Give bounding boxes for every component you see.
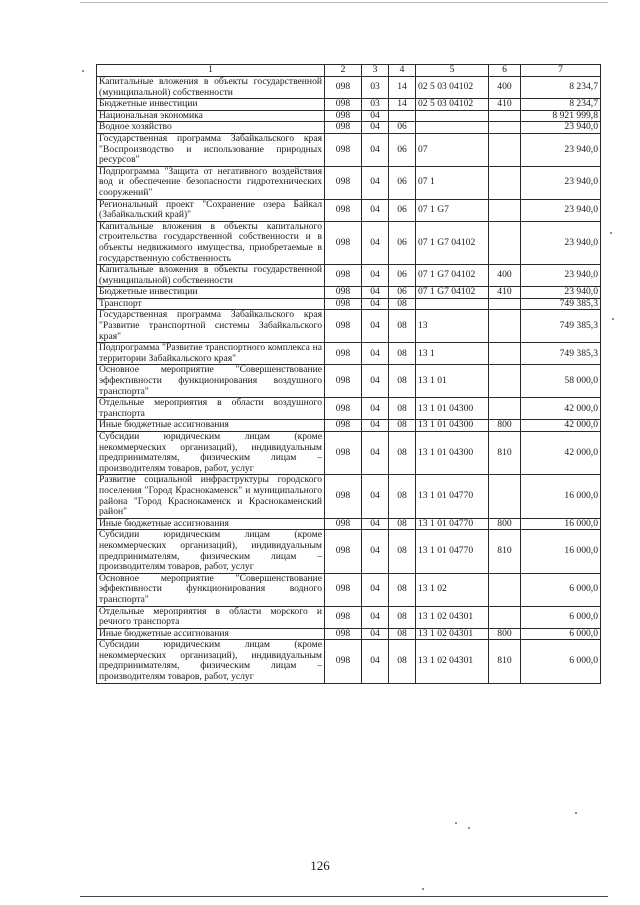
amount-cell: 16 000,0 xyxy=(521,518,601,530)
row-name-cell: Основное мероприятие "Совершенствование эффективности функционирования водного транспорта" xyxy=(97,573,325,606)
section-cell: 04 xyxy=(362,628,389,640)
bottom-edge-line xyxy=(80,896,608,897)
target-article-cell: 02 5 03 04102 xyxy=(416,99,489,111)
subsection-cell: 06 xyxy=(389,133,416,166)
expense-type-cell xyxy=(489,606,521,628)
table-row xyxy=(97,398,601,420)
scan-speck xyxy=(422,888,424,890)
subsection-cell: 08 xyxy=(389,420,416,432)
row-name-cell: Подпрограмма "Защита от негативного воздействия вод и обеспечение безопасности гидротехнических сооружений" xyxy=(97,166,325,199)
section-cell: 04 xyxy=(362,518,389,530)
amount-cell: 749 385,3 xyxy=(521,310,601,343)
row-name-cell: Подпрограмма "Развитие транспортного комплекса на территории Забайкальского края" xyxy=(97,343,325,365)
subsection-cell: 08 xyxy=(389,310,416,343)
subsection-cell: 08 xyxy=(389,343,416,365)
amount-cell: 42 000,0 xyxy=(521,432,601,475)
table-row xyxy=(97,573,601,606)
section-cell: 04 xyxy=(362,420,389,432)
grbs-cell: 098 xyxy=(325,365,362,398)
subsection-cell: 08 xyxy=(389,573,416,606)
expense-type-cell: 400 xyxy=(489,77,521,99)
subsection-cell: 06 xyxy=(389,166,416,199)
grbs-cell: 098 xyxy=(325,110,362,122)
amount-cell: 6 000,0 xyxy=(521,606,601,628)
table-row xyxy=(97,420,601,432)
subsection-cell: 08 xyxy=(389,640,416,683)
subsection-cell: 08 xyxy=(389,475,416,518)
row-name-cell: Региональный проект "Сохранение озера Байкал (Забайкальский край)" xyxy=(97,199,325,221)
expense-type-cell xyxy=(489,166,521,199)
row-name-cell: Иные бюджетные ассигнования xyxy=(97,420,325,432)
amount-cell: 42 000,0 xyxy=(521,420,601,432)
table-row xyxy=(97,287,601,299)
column-header: 5 xyxy=(416,65,489,77)
amount-cell: 23 940,0 xyxy=(521,287,601,299)
target-article-cell: 02 5 03 04102 xyxy=(416,77,489,99)
section-cell: 04 xyxy=(362,199,389,221)
row-name-cell: Капитальные вложения в объекты капитального строительства государственной собственности и в объекты недвижимого имущества, приобретаемые в государственную собственность xyxy=(97,221,325,264)
amount-cell: 23 940,0 xyxy=(521,265,601,287)
row-name-cell: Иные бюджетные ассигнования xyxy=(97,518,325,530)
expense-type-cell xyxy=(489,573,521,606)
row-name-cell: Капитальные вложения в объекты государственной (муниципальной) собственности xyxy=(97,265,325,287)
target-article-cell xyxy=(416,110,489,122)
table-row xyxy=(97,606,601,628)
expense-type-cell: 800 xyxy=(489,420,521,432)
scan-speck xyxy=(575,812,577,814)
scan-speck xyxy=(610,232,612,234)
subsection-cell: 06 xyxy=(389,122,416,134)
section-cell: 04 xyxy=(362,573,389,606)
section-cell: 03 xyxy=(362,77,389,99)
row-name-cell: Субсидии юридическим лицам (кроме некоммерческих организаций), индивидуальным предпринимателям, физическим лицам – производителям товаров, работ, услуг xyxy=(97,640,325,683)
target-article-cell: 07 1 G7 04102 xyxy=(416,287,489,299)
grbs-cell: 098 xyxy=(325,640,362,683)
amount-cell: 23 940,0 xyxy=(521,221,601,264)
row-name-cell: Отдельные мероприятия в области воздушного транспорта xyxy=(97,398,325,420)
table-row xyxy=(97,640,601,683)
expense-type-cell: 800 xyxy=(489,518,521,530)
scan-speck xyxy=(612,318,614,320)
table-row xyxy=(97,518,601,530)
table-row xyxy=(97,310,601,343)
grbs-cell: 098 xyxy=(325,310,362,343)
expense-type-cell: 800 xyxy=(489,628,521,640)
target-article-cell: 13 xyxy=(416,310,489,343)
target-article-cell: 13 1 01 04300 xyxy=(416,398,489,420)
row-name-cell: Государственная программа Забайкальского края "Воспроизводство и использование природных ресурсов" xyxy=(97,133,325,166)
table-header-row xyxy=(97,65,601,77)
subsection-cell: 06 xyxy=(389,287,416,299)
grbs-cell: 098 xyxy=(325,432,362,475)
section-cell: 04 xyxy=(362,343,389,365)
row-name-cell: Бюджетные инвестиции xyxy=(97,99,325,111)
column-header: 7 xyxy=(521,65,601,77)
grbs-cell: 098 xyxy=(325,265,362,287)
amount-cell: 23 940,0 xyxy=(521,166,601,199)
amount-cell: 8 234,7 xyxy=(521,77,601,99)
column-header: 2 xyxy=(325,65,362,77)
expense-type-cell xyxy=(489,110,521,122)
target-article-cell xyxy=(416,122,489,134)
section-cell: 04 xyxy=(362,365,389,398)
amount-cell: 6 000,0 xyxy=(521,640,601,683)
expense-type-cell: 400 xyxy=(489,265,521,287)
subsection-cell: 08 xyxy=(389,530,416,573)
expense-type-cell xyxy=(489,122,521,134)
target-article-cell: 13 1 02 04301 xyxy=(416,606,489,628)
grbs-cell: 098 xyxy=(325,99,362,111)
amount-cell: 16 000,0 xyxy=(521,530,601,573)
subsection-cell: 08 xyxy=(389,365,416,398)
scan-speck xyxy=(455,822,457,824)
target-article-cell: 13 1 01 04770 xyxy=(416,518,489,530)
subsection-cell: 14 xyxy=(389,77,416,99)
row-name-cell: Государственная программа Забайкальского края "Развитие транспортной системы Забайкальского края" xyxy=(97,310,325,343)
subsection-cell: 08 xyxy=(389,398,416,420)
subsection-cell: 08 xyxy=(389,298,416,310)
grbs-cell: 098 xyxy=(325,398,362,420)
row-name-cell: Бюджетные инвестиции xyxy=(97,287,325,299)
section-cell: 04 xyxy=(362,265,389,287)
grbs-cell: 098 xyxy=(325,343,362,365)
amount-cell: 16 000,0 xyxy=(521,475,601,518)
amount-cell: 749 385,3 xyxy=(521,343,601,365)
expense-type-cell xyxy=(489,475,521,518)
target-article-cell: 07 1 G7 04102 xyxy=(416,221,489,264)
table-row xyxy=(97,122,601,134)
expense-type-cell xyxy=(489,343,521,365)
section-cell: 04 xyxy=(362,287,389,299)
row-name-cell: Отдельные мероприятия в области морского и речного транспорта xyxy=(97,606,325,628)
expense-type-cell xyxy=(489,221,521,264)
subsection-cell: 08 xyxy=(389,606,416,628)
scan-speck xyxy=(82,70,84,72)
top-edge-line xyxy=(80,2,608,3)
target-article-cell: 13 1 02 04301 xyxy=(416,640,489,683)
grbs-cell: 098 xyxy=(325,573,362,606)
expense-type-cell xyxy=(489,298,521,310)
table-row xyxy=(97,432,601,475)
row-name-cell: Капитальные вложения в объекты государственной (муниципальной) собственности xyxy=(97,77,325,99)
expense-type-cell: 410 xyxy=(489,99,521,111)
target-article-cell: 13 1 01 04770 xyxy=(416,530,489,573)
grbs-cell: 098 xyxy=(325,122,362,134)
grbs-cell: 098 xyxy=(325,530,362,573)
target-article-cell: 07 xyxy=(416,133,489,166)
section-cell: 04 xyxy=(362,110,389,122)
section-cell: 04 xyxy=(362,640,389,683)
subsection-cell: 06 xyxy=(389,265,416,287)
section-cell: 04 xyxy=(362,475,389,518)
amount-cell: 42 000,0 xyxy=(521,398,601,420)
subsection-cell: 06 xyxy=(389,199,416,221)
grbs-cell: 098 xyxy=(325,475,362,518)
table-row xyxy=(97,99,601,111)
target-article-cell: 13 1 02 xyxy=(416,573,489,606)
budget-table xyxy=(96,64,601,684)
target-article-cell: 13 1 01 04770 xyxy=(416,475,489,518)
expense-type-cell xyxy=(489,398,521,420)
table-row xyxy=(97,530,601,573)
amount-cell: 23 940,0 xyxy=(521,122,601,134)
amount-cell: 58 000,0 xyxy=(521,365,601,398)
row-name-cell: Национальная экономика xyxy=(97,110,325,122)
grbs-cell: 098 xyxy=(325,166,362,199)
section-cell: 04 xyxy=(362,122,389,134)
grbs-cell: 098 xyxy=(325,287,362,299)
subsection-cell: 06 xyxy=(389,221,416,264)
table-row xyxy=(97,343,601,365)
table-row xyxy=(97,365,601,398)
target-article-cell: 13 1 01 xyxy=(416,365,489,398)
grbs-cell: 098 xyxy=(325,420,362,432)
section-cell: 04 xyxy=(362,166,389,199)
table-row xyxy=(97,298,601,310)
section-cell: 04 xyxy=(362,310,389,343)
table-row xyxy=(97,77,601,99)
amount-cell: 749 385,3 xyxy=(521,298,601,310)
section-cell: 04 xyxy=(362,221,389,264)
amount-cell: 6 000,0 xyxy=(521,628,601,640)
column-header: 4 xyxy=(389,65,416,77)
table-row xyxy=(97,133,601,166)
grbs-cell: 098 xyxy=(325,221,362,264)
target-article-cell: 13 1 02 04301 xyxy=(416,628,489,640)
target-article-cell xyxy=(416,298,489,310)
section-cell: 04 xyxy=(362,530,389,573)
section-cell: 03 xyxy=(362,99,389,111)
section-cell: 04 xyxy=(362,298,389,310)
subsection-cell xyxy=(389,110,416,122)
row-name-cell: Развитие социальной инфраструктуры городского поселения "Город Краснокаменск" и муниципального района "Город Краснокаменск и Краснокаменский район" xyxy=(97,475,325,518)
expense-type-cell: 410 xyxy=(489,287,521,299)
row-name-cell: Субсидии юридическим лицам (кроме некоммерческих организаций), индивидуальным предпринимателям, физическим лицам – производителям товаров, работ, услуг xyxy=(97,530,325,573)
column-header: 3 xyxy=(362,65,389,77)
amount-cell: 23 940,0 xyxy=(521,199,601,221)
expense-type-cell: 810 xyxy=(489,432,521,475)
section-cell: 04 xyxy=(362,606,389,628)
row-name-cell: Основное мероприятие "Совершенствование эффективности функционирования воздушного транспорта" xyxy=(97,365,325,398)
scan-speck xyxy=(468,827,470,829)
grbs-cell: 098 xyxy=(325,606,362,628)
amount-cell: 23 940,0 xyxy=(521,133,601,166)
expense-type-cell xyxy=(489,133,521,166)
expense-type-cell: 810 xyxy=(489,640,521,683)
table-row xyxy=(97,221,601,264)
table-row xyxy=(97,628,601,640)
table-row xyxy=(97,265,601,287)
column-header: 6 xyxy=(489,65,521,77)
page-number: 126 xyxy=(310,858,330,873)
table-row xyxy=(97,475,601,518)
subsection-cell: 14 xyxy=(389,99,416,111)
amount-cell: 8 921 999,8 xyxy=(521,110,601,122)
target-article-cell: 07 1 G7 xyxy=(416,199,489,221)
subsection-cell: 08 xyxy=(389,628,416,640)
section-cell: 04 xyxy=(362,432,389,475)
table-row xyxy=(97,199,601,221)
expense-type-cell xyxy=(489,310,521,343)
grbs-cell: 098 xyxy=(325,199,362,221)
section-cell: 04 xyxy=(362,398,389,420)
target-article-cell: 13 1 xyxy=(416,343,489,365)
row-name-cell: Иные бюджетные ассигнования xyxy=(97,628,325,640)
row-name-cell: Водное хозяйство xyxy=(97,122,325,134)
grbs-cell: 098 xyxy=(325,298,362,310)
column-header: 1 xyxy=(97,65,325,77)
row-name-cell: Транспорт xyxy=(97,298,325,310)
table-row xyxy=(97,110,601,122)
subsection-cell: 08 xyxy=(389,432,416,475)
expense-type-cell: 810 xyxy=(489,530,521,573)
table-row xyxy=(97,166,601,199)
expense-type-cell xyxy=(489,365,521,398)
target-article-cell: 13 1 01 04300 xyxy=(416,432,489,475)
table-body xyxy=(97,77,601,684)
grbs-cell: 098 xyxy=(325,77,362,99)
target-article-cell: 07 1 xyxy=(416,166,489,199)
grbs-cell: 098 xyxy=(325,518,362,530)
target-article-cell: 13 1 01 04300 xyxy=(416,420,489,432)
section-cell: 04 xyxy=(362,133,389,166)
amount-cell: 6 000,0 xyxy=(521,573,601,606)
amount-cell: 8 234,7 xyxy=(521,99,601,111)
grbs-cell: 098 xyxy=(325,628,362,640)
row-name-cell: Субсидии юридическим лицам (кроме некоммерческих организаций), индивидуальным предпринимателям, физическим лицам – производителям товаров, работ, услуг xyxy=(97,432,325,475)
subsection-cell: 08 xyxy=(389,518,416,530)
grbs-cell: 098 xyxy=(325,133,362,166)
expense-type-cell xyxy=(489,199,521,221)
target-article-cell: 07 1 G7 04102 xyxy=(416,265,489,287)
